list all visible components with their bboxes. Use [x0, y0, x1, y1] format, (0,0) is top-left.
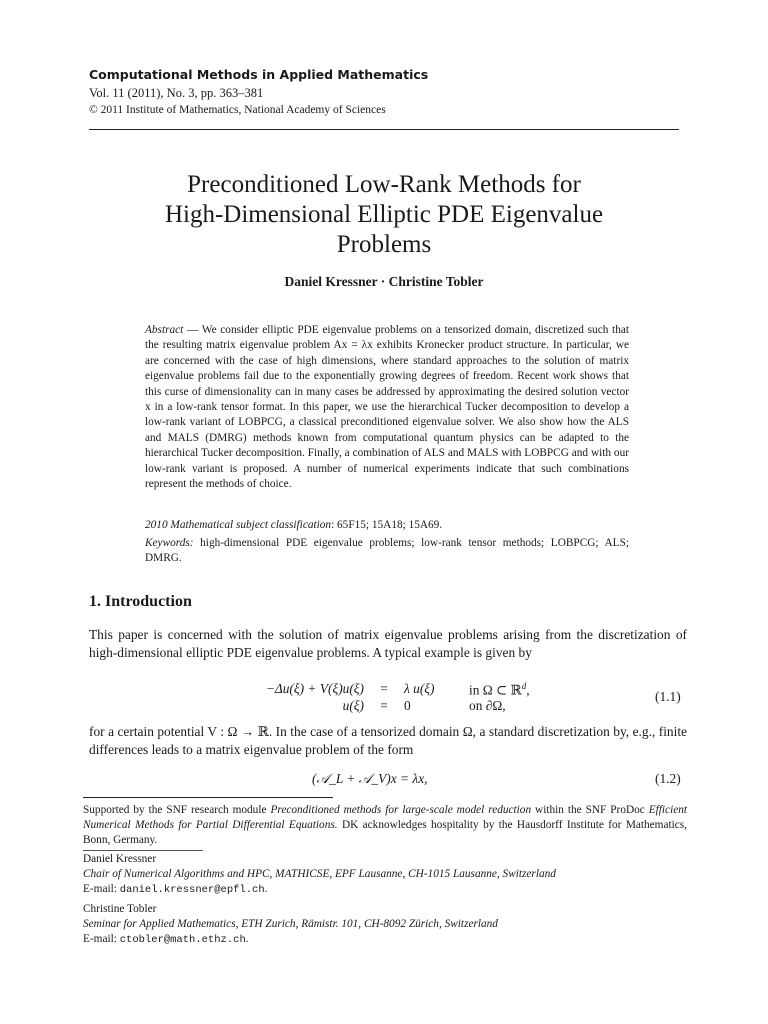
eq-rhs: λ u(ξ) [404, 681, 435, 696]
eq-rhs: 0 [404, 698, 411, 713]
title-line-1: Preconditioned Low-Rank Methods for [187, 171, 581, 198]
abstract-text: We consider elliptic PDE eigenvalue problems on a tensorized domain, discretized such that the resulting matrix eigenvalue problem Ax = λx exhibits Kronecker product structure. In particular, we are concerned with the case of high dimensions, where standard approaches to the solution of matrix eigenvalue problems fail due to the exponentially growing degrees of freedom. Recent work shows that this curse of dimensionality can in many cases be addressed by approximating the desired solution vector x in a low-rank tensor format. In this paper, we use the hierarchical Tucker decomposition to develop a low-rank variant of LOBPCG, a classical preconditioned eigenvalue solver. We also show how the ALS and MALS (DMRG) methods known from computational quantum physics can be adapted to the hierarchical Tucker decomposition. Finally, a combination of ALS and MALS with LOBPCG and with our low-rank variant is proposed. A number of numerical experiments indicate that such combinations represent the methods of choice. [145, 324, 629, 491]
abstract-paragraph [145, 323, 629, 492]
msc-label: 2010 Mathematical subject classification [145, 519, 332, 531]
author1-affiliation: Chair of Numerical Algorithms and HPC, MATHICSE, EPF Lausanne, CH-1015 Lausanne, Switzerland [83, 868, 556, 880]
section-heading: 1. Introduction [89, 593, 192, 610]
author1-name: Daniel Kressner [83, 853, 157, 865]
keywords-label: Keywords: [145, 537, 194, 549]
support-text-e: DK acknowledges hospitality by the Hausdorff Institute for Mathematics, Bonn, Germany. [83, 819, 687, 847]
equation-number-1-1: (1.1) [655, 689, 681, 704]
author2-email-label: E-mail: [83, 933, 120, 945]
support-text-a: Supported by the SNF research module [83, 804, 271, 816]
support-module-name: Preconditioned methods for large-scale model reduction [270, 804, 532, 816]
title-line-2: High-Dimensional Elliptic PDE Eigenvalue [164, 201, 604, 228]
footnote-separator [83, 850, 203, 851]
eq-sign: = [380, 698, 388, 713]
journal-volume: Vol. 11 (2011), No. 3, pp. 363–381 [89, 86, 264, 100]
author2-affiliation: Seminar for Applied Mathematics, ETH Zurich, Rämistr. 101, CH-8092 Zürich, Switzerland [83, 918, 498, 930]
paper-title [89, 170, 679, 260]
equation-number-1-2: (1.2) [655, 771, 681, 786]
journal-name: Computational Methods in Applied Mathematics [89, 67, 429, 82]
support-prodoc-name: Efficient Numerical Methods for Partial Differential Equations. [83, 804, 688, 832]
header-rule [89, 129, 679, 130]
author1-email-line [83, 882, 687, 898]
abstract-label: Abstract [145, 324, 184, 336]
abstract [145, 323, 629, 492]
eq-condition-comma: , [526, 682, 530, 698]
author2-name: Christine Tobler [83, 903, 157, 915]
footnote-rule [83, 797, 333, 798]
equation-1-1-condition-2: on ∂Ω, [469, 698, 506, 713]
equation-1-2: (𝒜_L + 𝒜_V)x = λx, [312, 771, 428, 786]
support-text-c: within the SNF ProDoc [531, 804, 649, 816]
eq-sign: = [380, 681, 388, 696]
author1-email-link[interactable]: daniel.kressner@epfl.ch [119, 884, 265, 896]
paper-authors: Daniel Kressner · Christine Tobler [284, 274, 484, 289]
intro-paragraph-1: This paper is concerned with the solution of matrix eigenvalue problems arising from the discretization of high-dimensional elliptic PDE eigenvalue problems. A typical example is given by [89, 627, 687, 661]
equation-1-1-line-1 [229, 681, 455, 697]
intro-paragraph-2: for a certain potential V : Ω → ℝ. In the case of a tensorized domain Ω, a standard discretization by, e.g., finite differences leads to a matrix eigenvalue problem of the form [89, 724, 687, 758]
eq-condition-superscript: d [521, 681, 527, 691]
title-line-3: Problems [336, 231, 432, 258]
msc-classification [145, 518, 629, 533]
eq-lhs: u(ξ) [342, 698, 364, 713]
keywords-value: high-dimensional PDE eigenvalue problems; low-rank tensor methods; LOBPCG; ALS; DMRG. [145, 537, 629, 565]
footnote-support [83, 803, 687, 849]
author2-email-period: . [245, 933, 249, 945]
msc-value: : 65F15; 15A18; 15A69. [331, 519, 443, 531]
eq-condition-text: in Ω ⊂ ℝ [469, 682, 522, 698]
equation-1-1-condition-1 [469, 681, 530, 698]
author1-email-period: . [264, 883, 268, 895]
abstract-dash: — [183, 324, 202, 336]
journal-copyright: © 2011 Institute of Mathematics, National Academy of Sciences [89, 104, 386, 116]
author2-email-line [83, 932, 687, 948]
author1-email-label: E-mail: [83, 883, 120, 895]
keywords [145, 536, 629, 567]
author2-email-link[interactable]: ctobler@math.ethz.ch [119, 934, 246, 946]
eq-lhs: −Δu(ξ) + V(ξ)u(ξ) [265, 681, 364, 696]
equation-1-1-line-2 [229, 698, 455, 714]
